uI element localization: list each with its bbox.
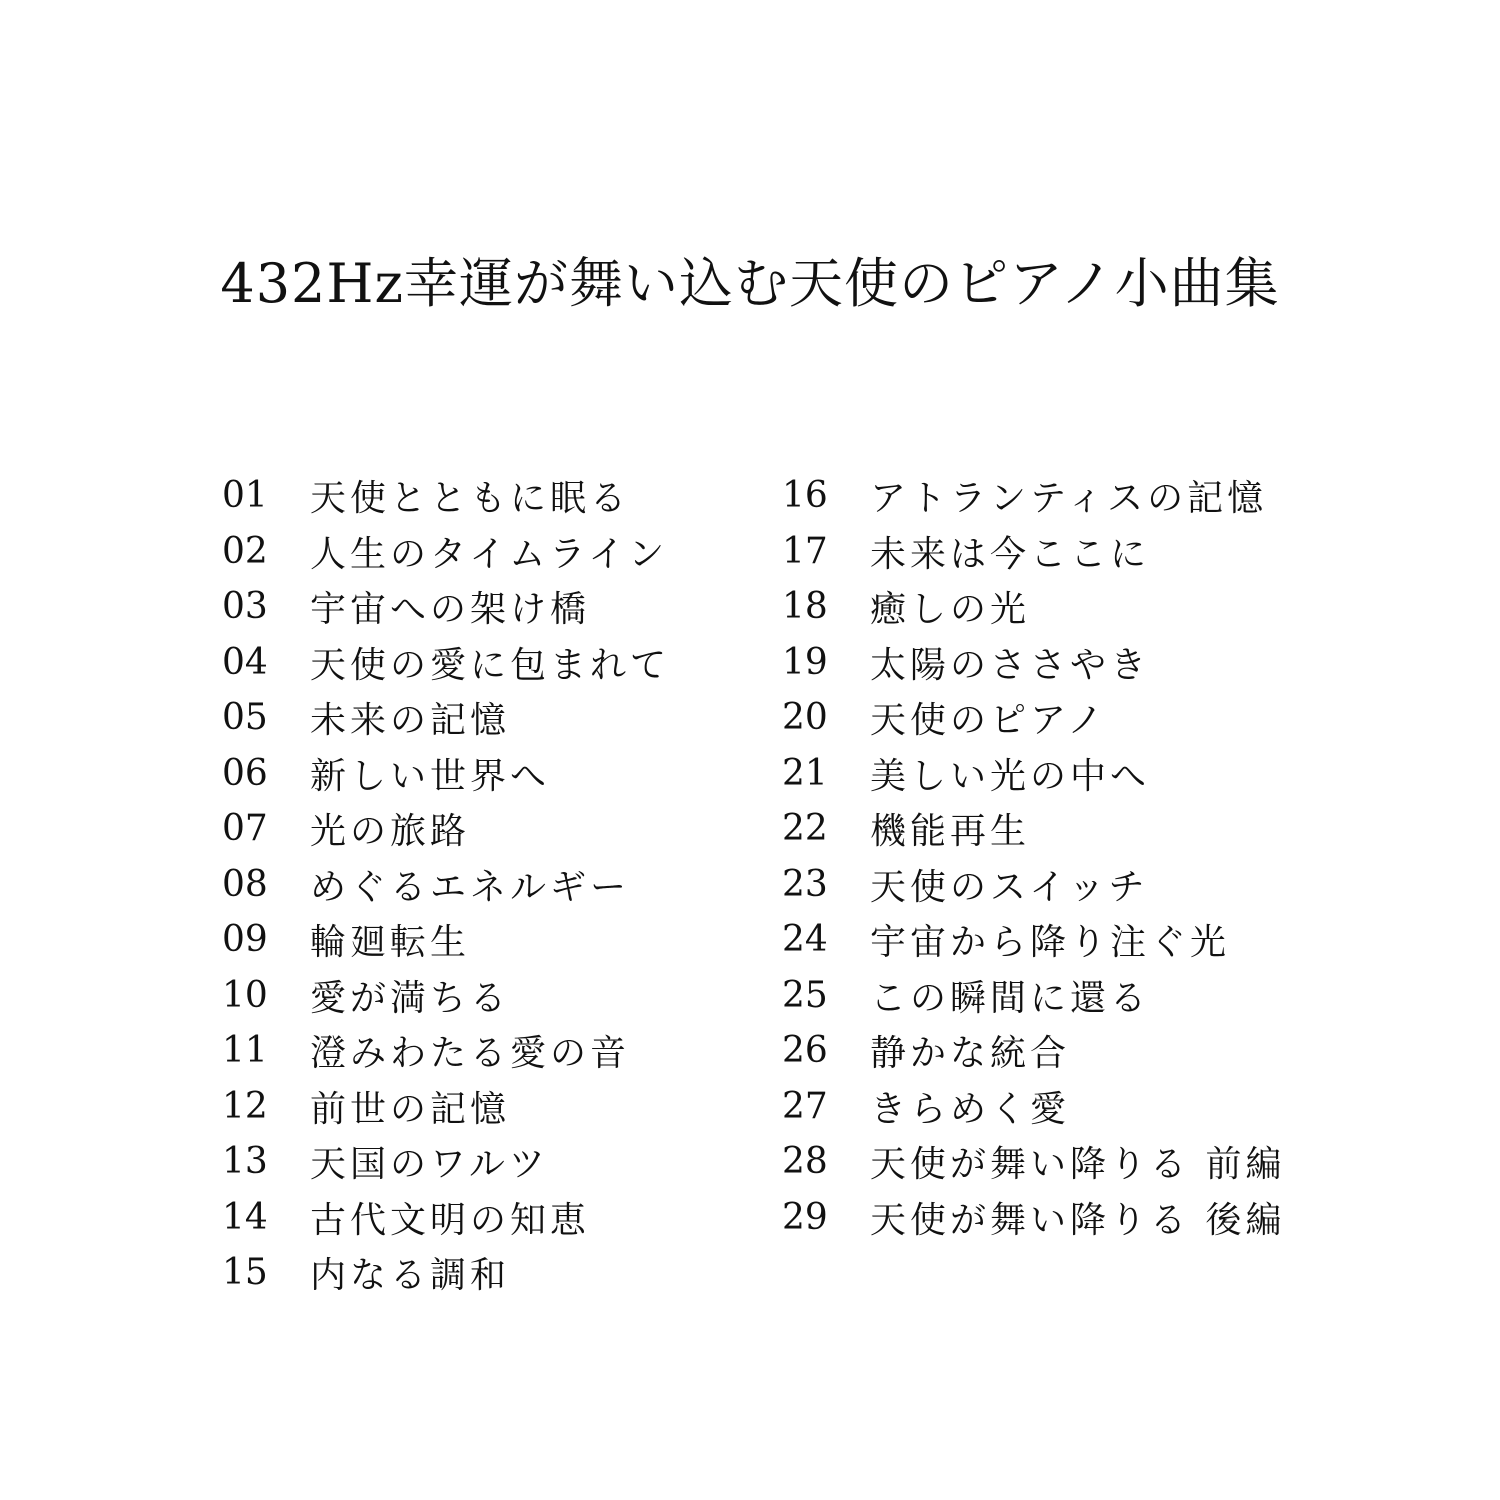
track-number: 13 bbox=[222, 1141, 268, 1183]
track-row bbox=[782, 746, 1285, 802]
track-number: 11 bbox=[222, 1030, 268, 1072]
track-row bbox=[222, 857, 670, 913]
track-title: 天使のスイッチ bbox=[870, 866, 1149, 908]
track-title: 内なる調和 bbox=[310, 1255, 511, 1297]
tracklist-right bbox=[782, 468, 1285, 1245]
track-row bbox=[782, 468, 1285, 524]
track-number: 05 bbox=[222, 697, 268, 739]
track-row bbox=[782, 579, 1285, 635]
track-title: 未来の記憶 bbox=[310, 700, 511, 742]
tracklist-left bbox=[222, 468, 670, 1301]
track-title: 輪廻転生 bbox=[310, 922, 471, 964]
track-title: 光の旅路 bbox=[310, 811, 471, 853]
track-title: 天使のピアノ bbox=[870, 700, 1108, 742]
track-row bbox=[222, 579, 670, 635]
track-number: 16 bbox=[782, 475, 828, 517]
track-row bbox=[782, 801, 1285, 857]
track-row bbox=[222, 524, 670, 580]
track-row bbox=[222, 635, 670, 691]
track-row bbox=[222, 468, 670, 524]
track-number: 14 bbox=[222, 1196, 268, 1238]
track-title: きらめく愛 bbox=[870, 1088, 1071, 1130]
track-number: 22 bbox=[782, 808, 828, 850]
track-title: 機能再生 bbox=[870, 811, 1031, 853]
track-title: 澄みわたる愛の音 bbox=[310, 1033, 631, 1075]
track-title: 癒しの光 bbox=[870, 589, 1031, 631]
track-number: 12 bbox=[222, 1085, 268, 1127]
track-row bbox=[782, 524, 1285, 580]
track-row bbox=[782, 1079, 1285, 1135]
track-title: この瞬間に還る bbox=[870, 977, 1151, 1019]
track-row bbox=[222, 912, 670, 968]
track-row bbox=[782, 912, 1285, 968]
track-row bbox=[222, 1023, 670, 1079]
track-title: 人生のタイムライン bbox=[310, 533, 669, 575]
track-number: 09 bbox=[222, 919, 268, 961]
track-row bbox=[782, 690, 1285, 746]
track-title: 静かな統合 bbox=[870, 1033, 1071, 1075]
track-row bbox=[222, 746, 670, 802]
track-title: 天使の愛に包まれて bbox=[310, 644, 671, 686]
track-number: 17 bbox=[782, 530, 828, 572]
track-title: 宇宙から降り注ぐ光 bbox=[870, 922, 1231, 964]
track-number: 20 bbox=[782, 697, 828, 739]
track-title: 前世の記憶 bbox=[310, 1088, 511, 1130]
track-number: 08 bbox=[222, 863, 268, 905]
track-row bbox=[222, 1134, 670, 1190]
track-title: 天国のワルツ bbox=[310, 1144, 549, 1186]
track-number: 21 bbox=[782, 752, 828, 794]
track-title: 新しい世界へ bbox=[310, 755, 551, 797]
track-number: 06 bbox=[222, 752, 268, 794]
track-number: 03 bbox=[222, 586, 268, 628]
track-title: めぐるエネルギー bbox=[310, 866, 631, 908]
track-row bbox=[222, 968, 670, 1024]
track-row bbox=[222, 690, 670, 746]
track-number: 25 bbox=[782, 974, 828, 1016]
track-title: 天使とともに眠る bbox=[310, 478, 631, 520]
track-row bbox=[782, 635, 1285, 691]
track-title: アトランティスの記憶 bbox=[870, 478, 1268, 520]
track-row bbox=[782, 968, 1285, 1024]
track-title: 未来は今ここに bbox=[870, 533, 1151, 575]
track-number: 18 bbox=[782, 586, 828, 628]
album-title: 432Hz幸運が舞い込む天使のピアノ小曲集 bbox=[220, 252, 1280, 315]
track-number: 29 bbox=[782, 1196, 828, 1238]
track-number: 19 bbox=[782, 641, 828, 683]
track-number: 01 bbox=[222, 475, 268, 517]
track-title: 美しい光の中へ bbox=[870, 755, 1151, 797]
track-row bbox=[782, 1023, 1285, 1079]
track-number: 04 bbox=[222, 641, 268, 683]
track-row bbox=[222, 801, 670, 857]
track-title: 太陽のささやき bbox=[870, 644, 1151, 686]
track-number: 23 bbox=[782, 863, 828, 905]
track-title: 古代文明の知恵 bbox=[310, 1199, 591, 1241]
track-number: 02 bbox=[222, 530, 268, 572]
track-row bbox=[222, 1079, 670, 1135]
track-number: 24 bbox=[782, 919, 828, 961]
track-number: 27 bbox=[782, 1085, 828, 1127]
track-title: 宇宙への架け橋 bbox=[310, 589, 591, 631]
track-title: 天使が舞い降りる 後編 bbox=[870, 1199, 1286, 1241]
track-title: 愛が満ちる bbox=[310, 977, 511, 1019]
track-row bbox=[782, 1190, 1285, 1246]
track-number: 07 bbox=[222, 808, 268, 850]
track-row bbox=[222, 1190, 670, 1246]
track-row bbox=[782, 1134, 1285, 1190]
track-row bbox=[782, 857, 1285, 913]
track-title: 天使が舞い降りる 前編 bbox=[870, 1144, 1286, 1186]
track-number: 10 bbox=[222, 974, 268, 1016]
track-row bbox=[222, 1245, 670, 1301]
track-number: 15 bbox=[222, 1252, 268, 1294]
track-number: 28 bbox=[782, 1141, 828, 1183]
track-number: 26 bbox=[782, 1030, 828, 1072]
